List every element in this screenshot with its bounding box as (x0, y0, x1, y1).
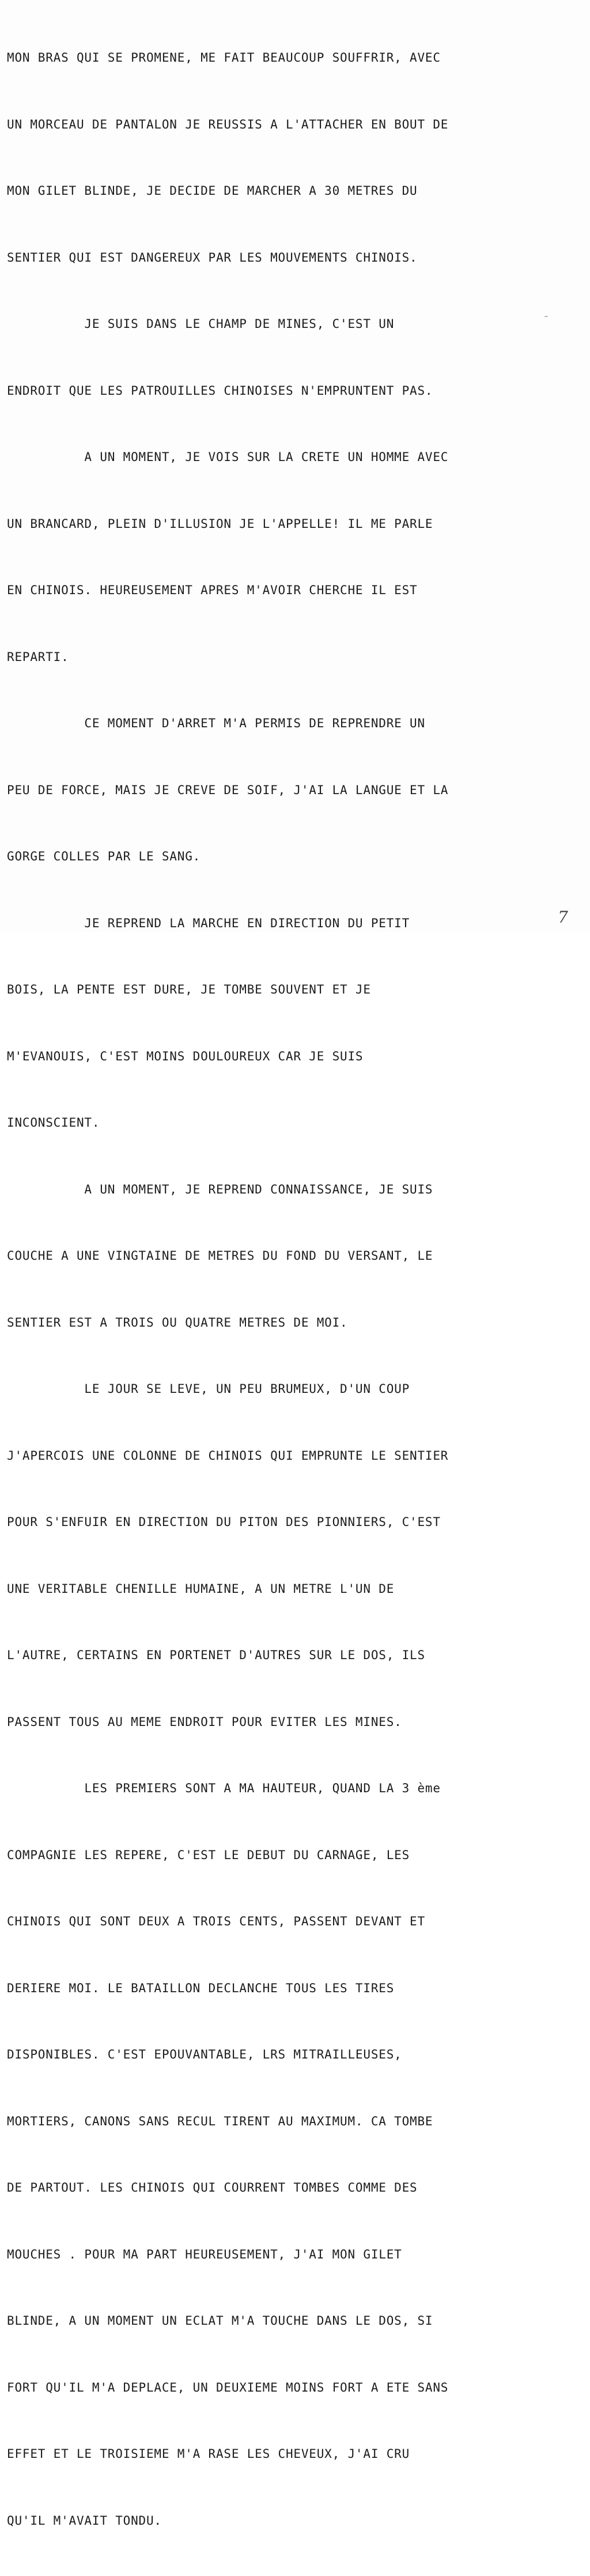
text-line: MOUCHES . POUR MA PART HEUREUSEMENT, J'AI MON GILET (7, 2247, 402, 2261)
text-line: LES PREMIERS SONT A MA HAUTEUR, QUAND LA 3 ème (7, 1781, 441, 1795)
text-line: CE MOMENT D'ARRET M'A PERMIS DE REPRENDRE UN (7, 716, 425, 730)
text-line: REPARTI. (7, 649, 69, 664)
text-line: ENDROIT QUE LES PATROUILLES CHINOISES N'EMPRUNTENT PAS. (7, 383, 433, 398)
text-line: COUCHE A UNE VINGTAINE DE METRES DU FOND DU VERSANT, LE (7, 1249, 433, 1263)
text-line: JE REPREND LA MARCHE EN DIRECTION DU PETIT (7, 916, 410, 930)
text-line: L'AUTRE, CERTAINS EN PORTENET D'AUTRES SUR LE DOS, ILS (7, 1648, 425, 1662)
text-line: BLINDE, A UN MOMENT UN ECLAT M'A TOUCHE DANS LE DOS, SI (7, 2314, 433, 2328)
text-line: UN BRANCARD, PLEIN D'ILLUSION JE L'APPELLE! IL ME PARLE (7, 516, 433, 531)
text-line: SENTIER QUI EST DANGEREUX PAR LES MOUVEMENTS CHINOIS. (7, 250, 418, 265)
scan-speck (544, 316, 548, 317)
text-line: INCONSCIENT. (7, 1116, 100, 1130)
text-line: M'EVANOUIS, C'EST MOINS DOULOUREUX CAR JE SUIS (7, 1049, 364, 1063)
text-line: A UN MOMENT, JE REPREND CONNAISSANCE, JE SUIS (7, 1182, 433, 1196)
text-line: A UN MOMENT, JE VOIS SUR LA CRETE UN HOMME AVEC (7, 450, 449, 464)
text-line: UN MORCEAU DE PANTALON JE REUSSIS A L'ATTACHER EN BOUT DE (7, 117, 449, 131)
text-line: BOIS, LA PENTE EST DURE, JE TOMBE SOUVENT ET JE (7, 983, 371, 996)
text-line: MORTIERS, CANONS SANS RECUL TIRENT AU MAXIMUM. CA TOMBE (7, 2114, 433, 2128)
text-line: POUR S'ENFUIR EN DIRECTION DU PITON DES PIONNIERS, C'EST (7, 1515, 441, 1529)
text-line: MON BRAS QUI SE PROMENE, ME FAIT BEAUCOUP SOUFFRIR, AVEC (7, 51, 441, 65)
text-line: GORGE COLLES PAR LE SANG. (7, 849, 201, 863)
document-body (7, 2, 583, 2576)
page-number: 7 (558, 908, 568, 927)
text-line: SENTIER EST A TROIS OU QUATRE METRES DE MOI. (7, 1315, 348, 1329)
text-line: UNE VERITABLE CHENILLE HUMAINE, A UN METRE L'UN DE (7, 1581, 395, 1596)
text-line: PEU DE FORCE, MAIS JE CREVE DE SOIF, J'AI LA LANGUE ET LA (7, 783, 449, 797)
text-line: PASSENT TOUS AU MEME ENDROIT POUR EVITER LES MINES. (7, 1714, 402, 1729)
text-line: EN CHINOIS. HEUREUSEMENT APRES M'AVOIR CHERCHE IL EST (7, 583, 418, 597)
text-line: QU'IL M'AVAIT TONDU. (7, 2513, 162, 2528)
text-line: DE PARTOUT. LES CHINOIS QUI COURRENT TOMBES COMME DES (7, 2181, 418, 2194)
text-line: DERIERE MOI. LE BATAILLON DECLANCHE TOUS LES TIRES (7, 1981, 395, 1995)
text-line: MON GILET BLINDE, JE DECIDE DE MARCHER A 30 METRES DU (7, 184, 418, 198)
text-line: LE JOUR SE LEVE, UN PEU BRUMEUX, D'UN COUP (7, 1382, 410, 1396)
text-line: DISPONIBLES. C'EST EPOUVANTABLE, LRS MITRAILLEUSES, (7, 2048, 402, 2061)
text-line: EFFET ET LE TROISIEME M'A RASE LES CHEVEUX, J'AI CRU (7, 2447, 410, 2461)
text-line: COMPAGNIE LES REPERE, C'EST LE DEBUT DU CARNAGE, LES (7, 1848, 410, 1862)
text-line: FORT QU'IL M'A DEPLACE, UN DEUXIEME MOINS FORT A ETE SANS (7, 2380, 449, 2394)
text-line: JE SUIS DANS LE CHAMP DE MINES, C'EST UN (7, 317, 395, 331)
text-line: CHINOIS QUI SONT DEUX A TROIS CENTS, PASSENT DEVANT ET (7, 1914, 425, 1928)
text-line: J'APERCOIS UNE COLONNE DE CHINOIS QUI EMPRUNTE LE SENTIER (7, 1448, 449, 1463)
